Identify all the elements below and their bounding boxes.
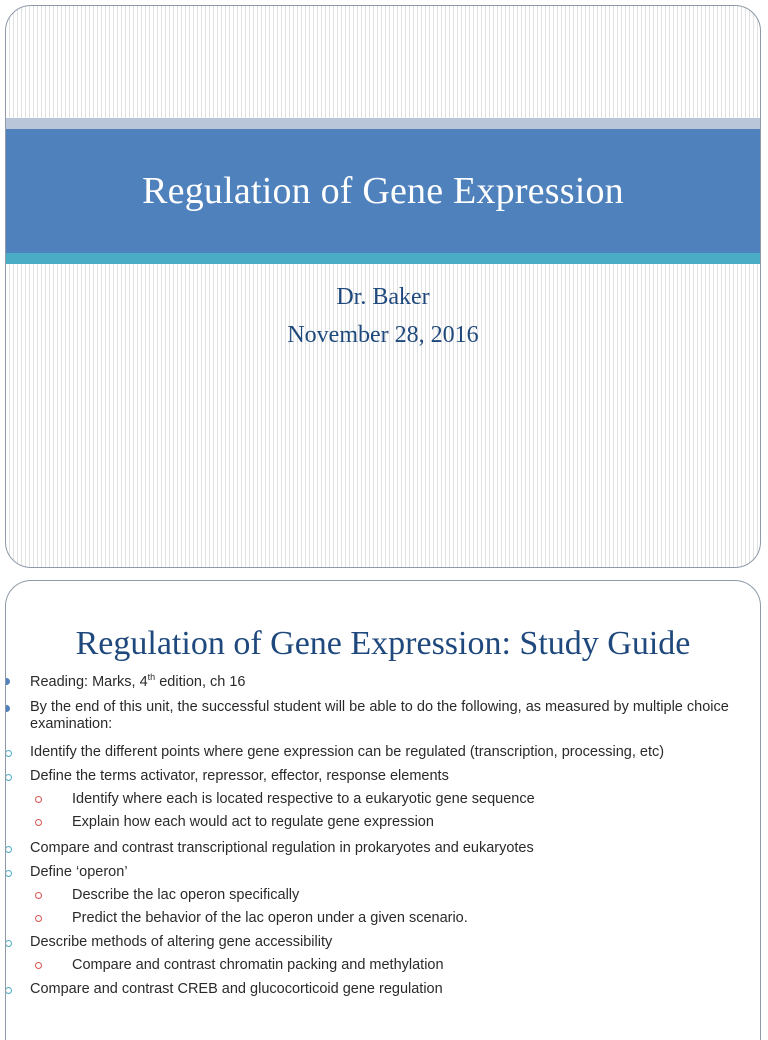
study-guide-title: Regulation of Gene Expression: Study Guide (75, 625, 691, 662)
list-item: Identify the different points where gene expression can be regulated (transcription, processing, etc) (6, 744, 761, 760)
list-item: Describe methods of altering gene accessibility (6, 934, 761, 950)
study-guide-slide (5, 580, 761, 1040)
list-item: Identify where each is located respective to a eukaryotic gene sequence (6, 791, 761, 807)
bullet-ring-icon (5, 940, 12, 947)
list-item: Explain how each would act to regulate gene expression (6, 814, 761, 830)
bullet-ring-icon (5, 846, 12, 853)
reading-text: Reading: Marks, 4th edition, ch 16 (30, 672, 246, 690)
list-item: Compare and contrast transcriptional regulation in prokaryotes and eukaryotes (6, 840, 761, 856)
list-item: Compare and contrast chromatin packing and methylation (6, 957, 761, 973)
bullet-ring-icon (35, 915, 42, 922)
list-item: Define the terms activator, repressor, effector, response elements (6, 768, 761, 784)
bullet-ring-icon (35, 796, 42, 803)
title-band (6, 129, 760, 253)
list-item: Describe the lac operon specifically (6, 887, 761, 903)
list-item (6, 699, 761, 733)
title-band-bottom-stripe (6, 253, 760, 264)
bullet-ring-icon (35, 892, 42, 899)
bullet-ring-icon (5, 987, 12, 994)
list-item: Predict the behavior of the lac operon under a given scenario. (6, 910, 761, 926)
slide-title: Regulation of Gene Expression (142, 170, 624, 212)
bullet-dot-icon (5, 678, 10, 685)
bullet-ring-icon (5, 774, 12, 781)
title-slide (5, 5, 761, 568)
list-item (6, 672, 761, 690)
bullet-ring-icon (5, 870, 12, 877)
bullet-ring-icon (35, 962, 42, 969)
bullet-ring-icon (35, 819, 42, 826)
author-name: Dr. Baker (336, 284, 430, 310)
study-guide-list (6, 672, 761, 997)
list-item: Compare and contrast CREB and glucocorticoid gene regulation (6, 981, 761, 997)
bullet-ring-icon (5, 750, 12, 757)
bullet-dot-icon (5, 705, 10, 712)
title-band-top-stripe (6, 118, 760, 129)
intro-text: By the end of this unit, the successful student will be able to do the following, as measured by multiple choice examination: (30, 698, 729, 732)
slide-subtitle (6, 278, 760, 354)
presentation-date: November 28, 2016 (287, 322, 479, 348)
list-item: Define ‘operon’ (6, 864, 761, 880)
